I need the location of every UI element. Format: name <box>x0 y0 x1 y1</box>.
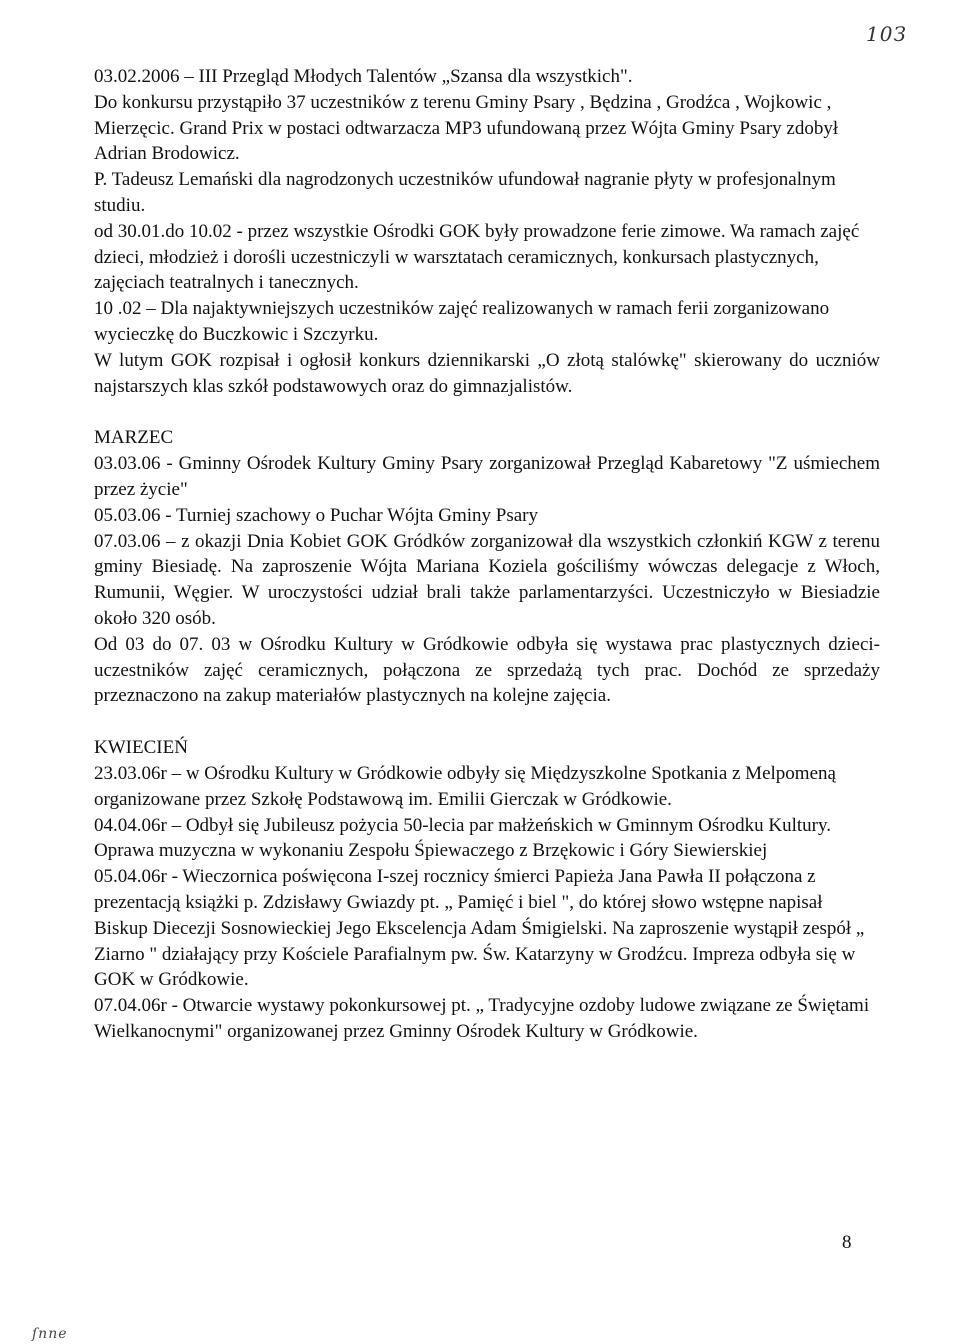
paragraph-feb-trip: 10 .02 – Dla najaktywniejszych uczestników zajęć realizowanych w ramach ferii zorganizowano wycieczkę do Buczkowic i Szczyrku. <box>94 298 830 345</box>
handwritten-margin-note: ſnne <box>32 1326 68 1342</box>
paragraph-april-evening: 05.04.06r - Wieczornica poświęcona I-szej rocznicy śmierci Papieża Jana Pawła II połączona z prezentacją książki p. Zdzisławy Gwiazdy pt. „ Pamięć i biel ", do której słowo wstępne napisał Biskup Diecezji Sosnowieckiej Jego Ekscelencja Adam Śmigielski. Na zaproszenie wystąpił zespół „ Ziarno " działający przy Kościele Parafialnym pw. Św. Katarzyny w Grodźcu. Impreza odbyła się w GOK w Gródkowie. <box>94 866 865 991</box>
paragraph-feb-title: 03.02.2006 – III Przegląd Młodych Talentów „Szansa dla wszystkich". <box>94 66 633 87</box>
page-number: 8 <box>842 1232 852 1253</box>
paragraph-march-cabaret: 03.03.06 - Gminny Ośrodek Kultury Gminy Psary zorganizował Przegląd Kabaretowy "Z uśmiechem przez życie" <box>94 453 880 500</box>
section-gap <box>94 709 880 735</box>
paragraph-feb-journalism-contest: W lutym GOK rozpisał i ogłosił konkurs dziennikarski „O złotą stalówkę" skierowany do uczniów najstarszych klas szkół podstawowych oraz do gimnazjalistów. <box>94 349 880 397</box>
paragraph-march-exhibition: Od 03 do 07. 03 w Ośrodku Kultury w Gródkowie odbyła się wystawa prac plastycznych dzieci-uczestników zajęć ceramicznych, połączona ze sprzedażą tych prac. Dochód ze sprzedaży przeznaczono na zakup materiałów plastycznych na kolejne zajęcia. <box>94 633 880 707</box>
section-gap <box>94 399 880 425</box>
section-heading-april: KWIECIEŃ <box>94 737 188 759</box>
handwritten-page-mark: 10З <box>866 22 907 46</box>
paragraph-feb-recording: P. Tadeusz Lemański dla nagrodzonych uczestników ufundował nagranie płyty w profesjonalnym studiu. <box>94 169 836 216</box>
document-body <box>94 64 880 1045</box>
paragraph-april-melpomene: 23.03.06r – w Ośrodku Kultury w Gródkowie odbyły się Międzyszkolne Spotkania z Melpomeną organizowane przez Szkołę Podstawową im. Emilii Gierczak w Gródkowie. <box>94 762 836 810</box>
paragraph-march-womens-day: 07.03.06 – z okazji Dnia Kobiet GOK Gródków zorganizował dla wszystkich członkiń KGW z terenu gminy Biesiadę. Na zaproszenie Wójta Mariana Koziela gościliśmy wówczas delegacje z Włoch, Rumunii, Węgier. W uroczystości udział brali także parlamentarzyści. Uczestniczyło w Biesiadzie około 320 osób. <box>94 530 880 629</box>
paragraph-april-jubilee: 04.04.06r – Odbył się Jubileusz pożycia 50-lecia par małżeńskich w Gminnym Ośrodku Kultury. Oprawa muzyczna w wykonaniu Zespołu Śpiewaczego z Brzękowic i Góry Siewierskiej <box>94 814 831 862</box>
paragraph-march-chess: 05.03.06 - Turniej szachowy o Puchar Wójta Gminy Psary <box>94 504 538 526</box>
section-heading-march: MARZEC <box>94 427 174 449</box>
paragraph-april-easter-exhibition: 07.04.06r - Otwarcie wystawy pokonkursowej pt. „ Tradycyjne ozdoby ludowe związane ze Świętami Wielkanocnymi" organizowanej przez Gminny Ośrodek Kultury w Gródkowie. <box>94 995 870 1042</box>
paragraph-feb-contest: Do konkursu przystąpiło 37 uczestników z terenu Gminy Psary , Będzina , Grodźca , Wojkowic , Mierzęcic. Grand Prix w postaci odtwarzacza MP3 ufundowaną przez Wójta Gminy Psary zdobył Adrian Brodowicz. <box>94 91 839 165</box>
paragraph-feb-winter-holidays: od 30.01.do 10.02 - przez wszystkie Ośrodki GOK były prowadzone ferie zimowe. Wa ramach zajęć dzieci, młodzież i dorośli uczestniczyli w warsztatach ceramicznych, konkursach plastycznych, zajęciach teatralnych i tanecznych. <box>94 220 860 294</box>
